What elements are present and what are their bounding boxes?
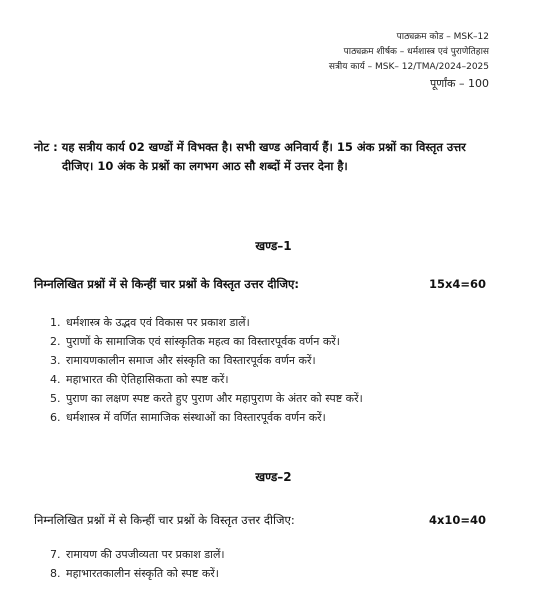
max-marks: पूर्णांक – 100 — [430, 77, 489, 90]
assignment-code: सत्रीय कार्य – MSK– 12/TMA/2024–2025 — [328, 62, 489, 72]
section-2-question-list — [50, 545, 520, 583]
note-line-2: दीजिए। 10 अंक के प्रश्नों का लगभग आठ सौ शब्दों में उत्तर देना है। — [62, 159, 348, 173]
section-1-instruction: निम्नलिखित प्रश्नों में से किन्हीं चार प्रश्नों के विस्तृत उत्तर दीजिए: — [34, 277, 299, 291]
section-2-instruction: निम्नलिखित प्रश्नों में से किन्हीं चार प्रश्नों के विस्तृत उत्तर दीजिए: — [34, 513, 295, 527]
question-item: 6. धर्मशास्त्र में वर्णित सामाजिक संस्थाओं का विस्तारपूर्वक वर्णन करें। — [50, 411, 326, 424]
assignment-header — [329, 30, 489, 92]
course-code: पाठ्यक्रम कोड – MSK–12 — [396, 32, 489, 42]
question-item: 3. रामायणकालीन समाज और संस्कृति का विस्तारपूर्वक वर्णन करें। — [50, 354, 316, 367]
question-item: 1. धर्मशास्त्र के उद्भव एवं विकास पर प्रकाश डालें। — [50, 316, 250, 329]
section-1-title: खण्ड–1 — [255, 239, 292, 253]
question-item: 7. रामायण की उपजीव्यता पर प्रकाश डालें। — [50, 548, 225, 561]
section-1-instruction-row — [34, 276, 486, 292]
section-2-instruction-row — [34, 512, 486, 528]
course-title: पाठ्यक्रम शीर्षक – धर्मशास्त्र एवं पुराणेतिहास — [343, 47, 489, 57]
section-1-marks: 15x4=60 — [428, 277, 486, 291]
question-item: 4. महाभारत की ऐतिहासिकता को स्पष्ट करें। — [50, 373, 229, 386]
question-item: 5. पुराण का लक्षण स्पष्ट करते हुए पुराण और महापुराण के अंतर को स्पष्ट करें। — [50, 392, 363, 405]
section-2-marks: 4x10=40 — [428, 513, 486, 527]
section-1-question-list — [50, 313, 520, 427]
section-2-title: खण्ड–2 — [255, 470, 292, 484]
note-line-1: नोट : यह सत्रीय कार्य 02 खण्डों में विभक्त है। सभी खण्ड अनिवार्य हैं। 15 अंक प्रश्नों का विस्तृत उत्तर — [34, 140, 466, 154]
question-item: 2. पुराणों के सामाजिक एवं सांस्कृतिक महत्व का विस्तारपूर्वक वर्णन करें। — [50, 335, 340, 348]
instructions-note — [34, 138, 504, 176]
question-item: 8. महाभारतकालीन संस्कृति को स्पष्ट करें। — [50, 567, 219, 580]
